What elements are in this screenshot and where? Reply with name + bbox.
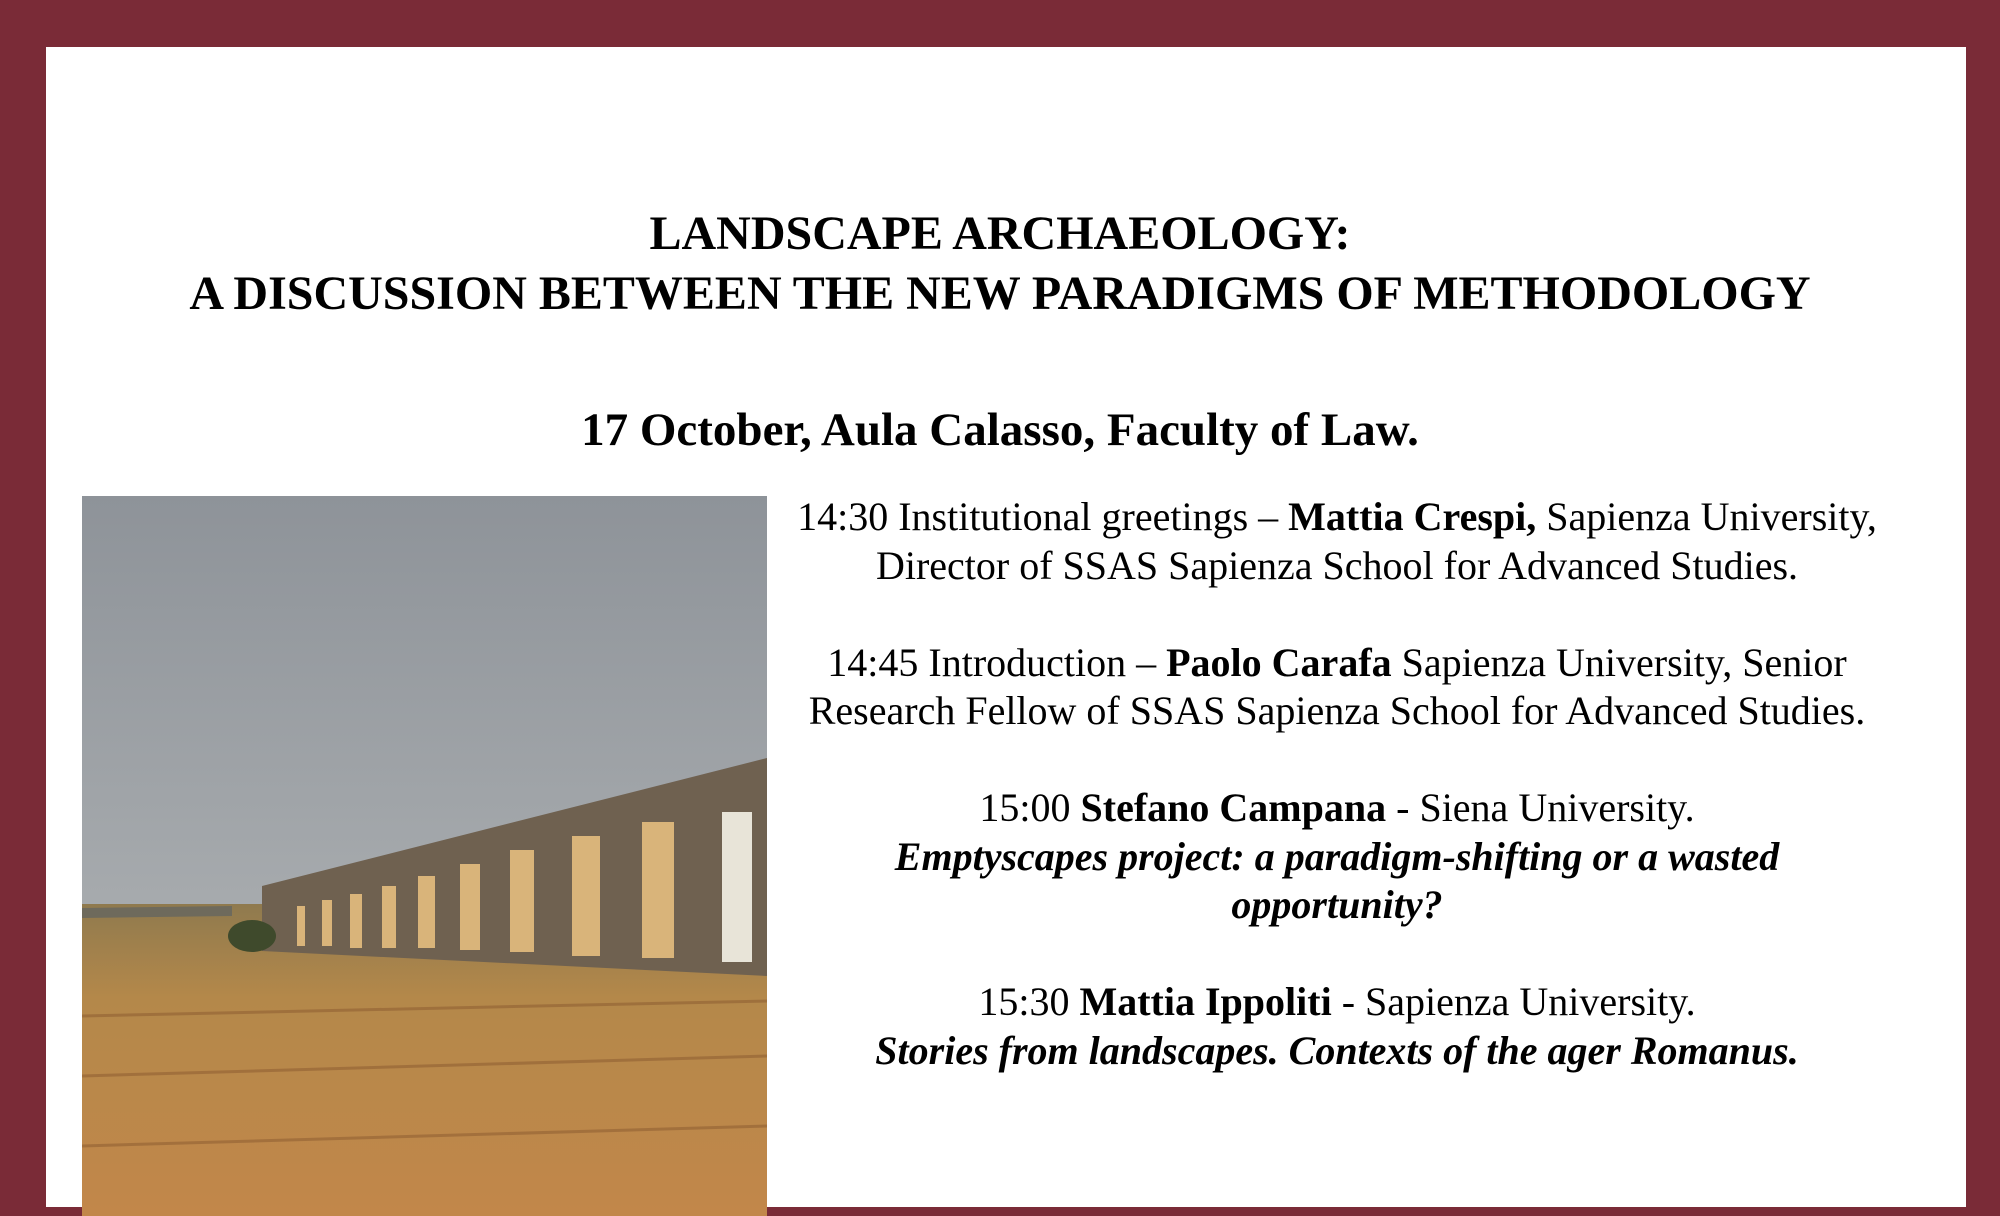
program-affiliation: - Sapienza University. [1331, 979, 1696, 1024]
program-speaker: Stefano Campana [1080, 785, 1387, 830]
aqueduct-photo [82, 496, 767, 1216]
program-description: Introduction – [918, 639, 1167, 685]
program-affiliation: Sapienza University, Director of SSAS Sapienza School for Advanced Studies. [875, 494, 1877, 588]
title-line-1: LANDSCAPE ARCHAEOLOGY: [649, 207, 1351, 260]
program-time: 15:00 [979, 785, 1071, 830]
program-item [790, 639, 1884, 736]
date-location: 17 October, Aula Calasso, Faculty of Law. [581, 404, 1419, 456]
program-list [790, 493, 1884, 1124]
program-speaker: Paolo Carafa [1166, 639, 1392, 685]
program-item [790, 493, 1884, 590]
program-item [790, 784, 1884, 930]
poster-title [0, 204, 2000, 324]
program-time: 15:30 [978, 979, 1070, 1024]
title-line-2: A DISCUSSION BETWEEN THE NEW PARADIGMS OF METHODOLOGY [189, 267, 1811, 320]
program-speaker: Mattia Ippoliti [1079, 979, 1332, 1024]
program-item [790, 978, 1884, 1075]
program-description: Institutional greetings – [888, 494, 1289, 539]
program-spacer [1069, 979, 1079, 1024]
program-talk-title: Emptyscapes project: a paradigm-shifting or a wasted opportunity? [894, 833, 1780, 927]
program-speaker: Mattia Crespi, [1288, 494, 1537, 539]
program-time: 14:30 [797, 494, 889, 539]
program-spacer [1071, 785, 1081, 830]
program-affiliation: Sapienza University, Senior Research Fellow of SSAS Sapienza School for Advanced Studies. [808, 639, 1866, 733]
program-affiliation: - Siena University. [1386, 785, 1695, 830]
program-time: 14:45 [827, 639, 919, 685]
program-talk-title: Stories from landscapes. Contexts of the ager Romanus. [875, 1027, 1799, 1073]
